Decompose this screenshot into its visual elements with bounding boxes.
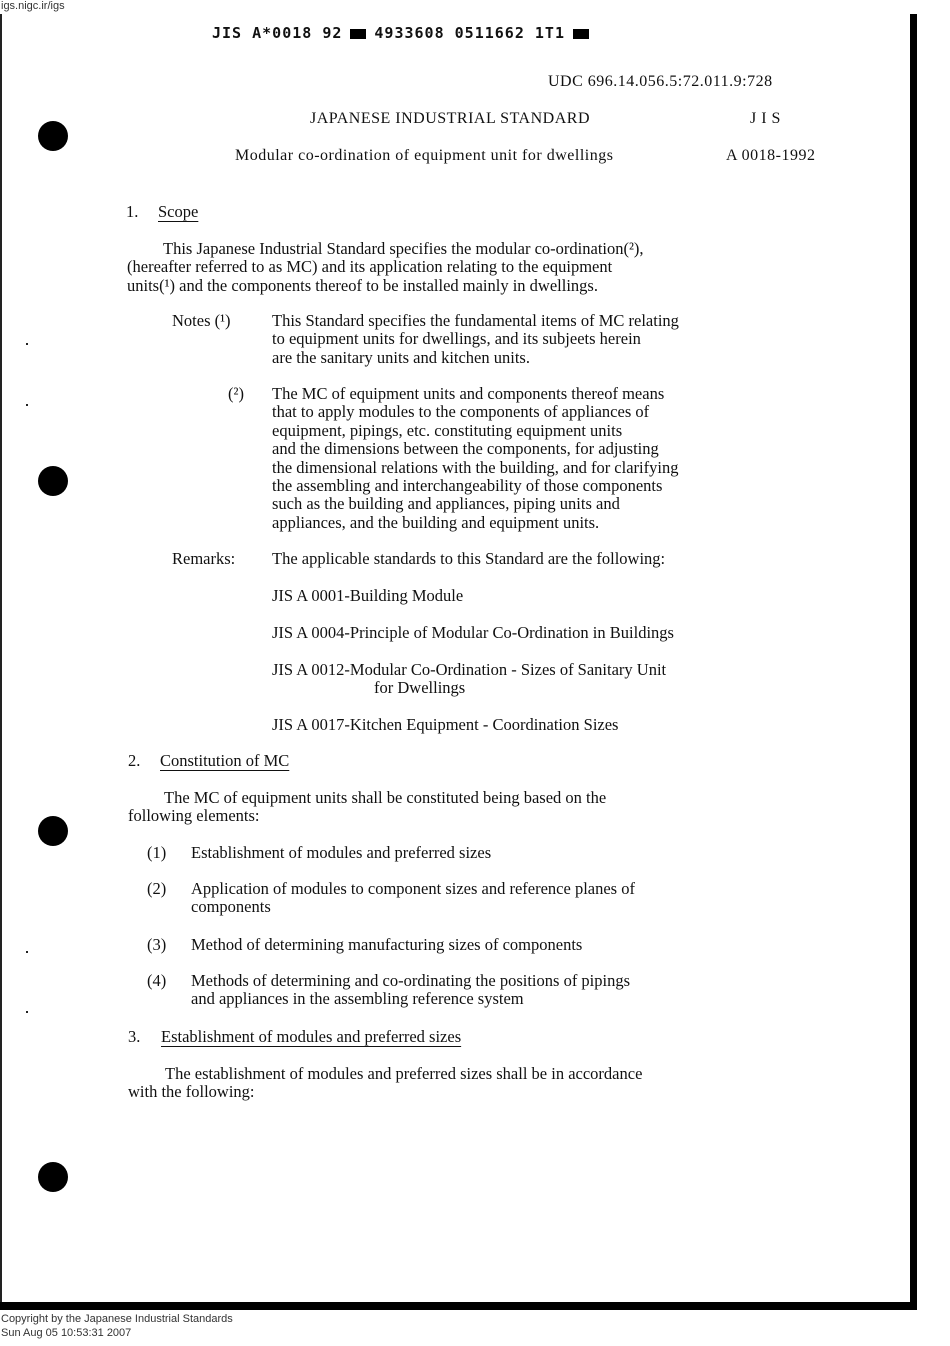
document-number: A 0018-1992 [726,147,816,164]
text-line: to equipment units for dwellings, and its subjeets herein [272,329,641,349]
list-item [191,936,582,954]
barcode-block [350,29,366,39]
scan-speck [26,404,28,406]
text-line: Application of modules to component sizes and reference planes of [191,879,635,898]
text-line: equipment, pipings, etc. constituting equipment units [272,420,623,440]
text-line: units(¹) and the components thereof to be installed mainly in dwellings. [127,275,598,295]
standard-org: JAPANESE INDUSTRIAL STANDARD [310,110,590,127]
reference-standard: JIS A 0004-Principle of Modular Co-Ordination in Buildings [272,623,674,642]
reference-standard: JIS A 0001-Building Module [272,586,464,605]
list-item [191,972,630,1009]
text-line: This Standard specifies the fundamental items of MC relating [272,311,679,330]
reference-standard: JIS A 0012-Modular Co-Ordination - Sizes of Sanitary Unit [272,660,667,679]
udc-code: UDC 696.14.056.5:72.011.9:728 [548,73,773,90]
reference-standard-cont: for Dwellings [374,678,466,697]
text-line: (hereafter referred to as MC) and its application relating to the equipment [127,257,613,277]
note-1 [272,312,679,367]
section-2-paragraph [128,789,606,826]
scan-speck [26,343,28,345]
punch-hole [38,121,68,151]
list-item-number: (1) [147,843,167,862]
text-line: are the sanitary units and kitchen units. [272,347,530,367]
text-line: and appliances in the assembling reference system [191,989,524,1009]
text-line: components [191,897,271,917]
footer-copyright: Copyright by the Japanese Industrial Standards [1,1313,233,1325]
jis-mark: J I S [750,110,781,127]
document-title: Modular co-ordination of equipment unit for dwellings [235,147,614,164]
text-line: Establishment of modules and preferred sizes [191,843,492,862]
section-2-title: Constitution of MC [160,751,290,770]
watermark-url: igs.nigc.ir/igs [1,0,65,12]
barcode-block [573,29,589,39]
text-line: The MC of equipment units shall be constituted being based on the [164,788,607,807]
list-item [191,844,491,862]
remarks-intro: The applicable standards to this Standard are the following: [272,549,666,568]
note-2 [272,385,678,532]
text-line: appliances, and the building and equipment units. [272,512,600,532]
punch-hole [38,466,68,496]
footer-timestamp: Sun Aug 05 10:53:31 2007 [1,1327,132,1339]
barcode-part2: 4933608 0511662 1T1 [374,24,565,42]
list-item-number: (2) [147,879,167,898]
text-line: following elements: [128,806,260,826]
barcode-line [212,24,597,42]
section-3-number: 3. [128,1027,141,1046]
text-line: The establishment of modules and preferred sizes shall be in accordance [165,1064,643,1083]
text-line: the dimensional relations with the building, and for clarifying [272,457,679,477]
barcode-part1: JIS A*0018 92 [212,24,343,42]
text-line: This Japanese Industrial Standard specifies the modular co-ordination(²), [163,239,644,258]
page-border-left [0,14,2,1304]
notes-label: Notes (¹) [172,311,231,330]
text-line: the assembling and interchangeability of those components [272,475,663,495]
note-2-label: (²) [228,384,244,403]
list-item [191,880,635,917]
list-item-number: (3) [147,935,167,954]
section-2-number: 2. [128,751,141,770]
section-3-paragraph [128,1065,642,1102]
page-border-right [910,14,917,1308]
punch-hole [38,1162,68,1192]
text-line: The MC of equipment units and components thereof means [272,384,665,403]
scan-speck [26,1011,28,1013]
text-line: Methods of determining and co-ordinating the positions of pipings [191,971,631,990]
section-1-number: 1. [126,202,139,221]
punch-hole [38,816,68,846]
text-line: such as the building and appliances, piping units and [272,494,620,514]
section-1-paragraph [127,240,644,295]
text-line: Method of determining manufacturing sizes of components [191,935,583,954]
remarks-label: Remarks: [172,549,236,568]
section-1-title: Scope [158,202,199,221]
text-line: and the dimensions between the components, for adjusting [272,439,659,459]
scan-speck [26,951,28,953]
reference-standard: JIS A 0017-Kitchen Equipment - Coordination Sizes [272,715,619,734]
text-line: that to apply modules to the components of appliances of [272,402,650,422]
section-3-title: Establishment of modules and preferred sizes [161,1027,462,1046]
page-border-bottom [0,1302,917,1310]
list-item-number: (4) [147,971,167,990]
text-line: with the following: [128,1082,255,1102]
